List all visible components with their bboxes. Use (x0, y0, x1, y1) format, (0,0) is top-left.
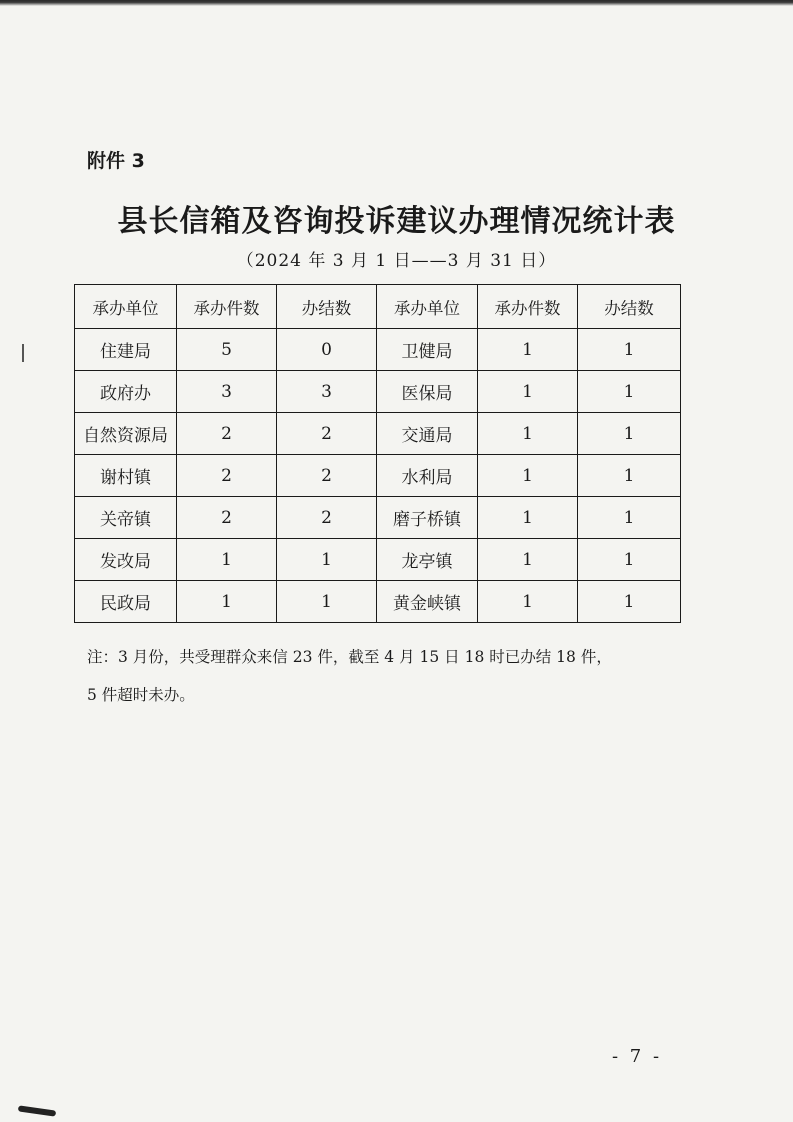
completed-cell: 1 (578, 581, 681, 623)
table-row (75, 497, 681, 539)
unit-cell: 交通局 (377, 413, 478, 455)
count-cell: 1 (177, 581, 277, 623)
header-unit: 承办单位 (377, 285, 478, 329)
count-cell: 2 (177, 413, 277, 455)
header-completed: 办结数 (578, 285, 681, 329)
page-number: - 7 - (612, 1046, 663, 1067)
completed-cell: 2 (277, 455, 377, 497)
count-cell: 1 (478, 539, 578, 581)
count-cell: 1 (478, 371, 578, 413)
table-row (75, 539, 681, 581)
count-cell: 5 (177, 329, 277, 371)
completed-cell: 3 (277, 371, 377, 413)
unit-cell: 自然资源局 (75, 413, 177, 455)
completed-cell: 2 (277, 413, 377, 455)
unit-cell: 医保局 (377, 371, 478, 413)
footnote-line-2: 5 件超时未办。 (87, 686, 195, 704)
header-unit: 承办单位 (75, 285, 177, 329)
scan-top-edge (0, 0, 793, 6)
table-row (75, 581, 681, 623)
table-header-row (75, 285, 681, 329)
completed-cell: 1 (578, 455, 681, 497)
unit-cell: 发改局 (75, 539, 177, 581)
completed-cell: 0 (277, 329, 377, 371)
unit-cell: 住建局 (75, 329, 177, 371)
unit-cell: 卫健局 (377, 329, 478, 371)
footnote-line-1: 注：3 月份，共受理群众来信 23 件，截至 4 月 15 日 18 时已办结 18 件， (87, 648, 612, 666)
completed-cell: 1 (578, 539, 681, 581)
statistics-table (74, 284, 681, 623)
scan-corner-mark (18, 1105, 56, 1116)
unit-cell: 水利局 (377, 455, 478, 497)
table-row (75, 371, 681, 413)
footnote (87, 638, 707, 714)
count-cell: 1 (478, 497, 578, 539)
header-count: 承办件数 (478, 285, 578, 329)
count-cell: 1 (478, 581, 578, 623)
count-cell: 3 (177, 371, 277, 413)
attachment-label: 附件 3 (87, 150, 145, 172)
completed-cell: 1 (578, 413, 681, 455)
count-cell: 1 (478, 413, 578, 455)
date-range-subtitle: （2024 年 3 月 1 日——3 月 31 日） (236, 251, 557, 271)
table-row (75, 329, 681, 371)
completed-cell: 1 (578, 371, 681, 413)
completed-cell: 2 (277, 497, 377, 539)
table-row (75, 413, 681, 455)
completed-cell: 1 (277, 581, 377, 623)
unit-cell: 黄金峡镇 (377, 581, 478, 623)
unit-cell: 磨子桥镇 (377, 497, 478, 539)
completed-cell: 1 (277, 539, 377, 581)
count-cell: 1 (478, 329, 578, 371)
unit-cell: 民政局 (75, 581, 177, 623)
header-completed: 办结数 (277, 285, 377, 329)
unit-cell: 龙亭镇 (377, 539, 478, 581)
unit-cell: 关帝镇 (75, 497, 177, 539)
completed-cell: 1 (578, 329, 681, 371)
count-cell: 1 (177, 539, 277, 581)
unit-cell: 政府办 (75, 371, 177, 413)
count-cell: 2 (177, 497, 277, 539)
header-count: 承办件数 (177, 285, 277, 329)
table-row (75, 455, 681, 497)
count-cell: 1 (478, 455, 578, 497)
unit-cell: 谢村镇 (75, 455, 177, 497)
document-title: 县长信箱及咨询投诉建议办理情况统计表 (117, 204, 676, 239)
completed-cell: 1 (578, 497, 681, 539)
scan-mark (22, 344, 24, 362)
count-cell: 2 (177, 455, 277, 497)
